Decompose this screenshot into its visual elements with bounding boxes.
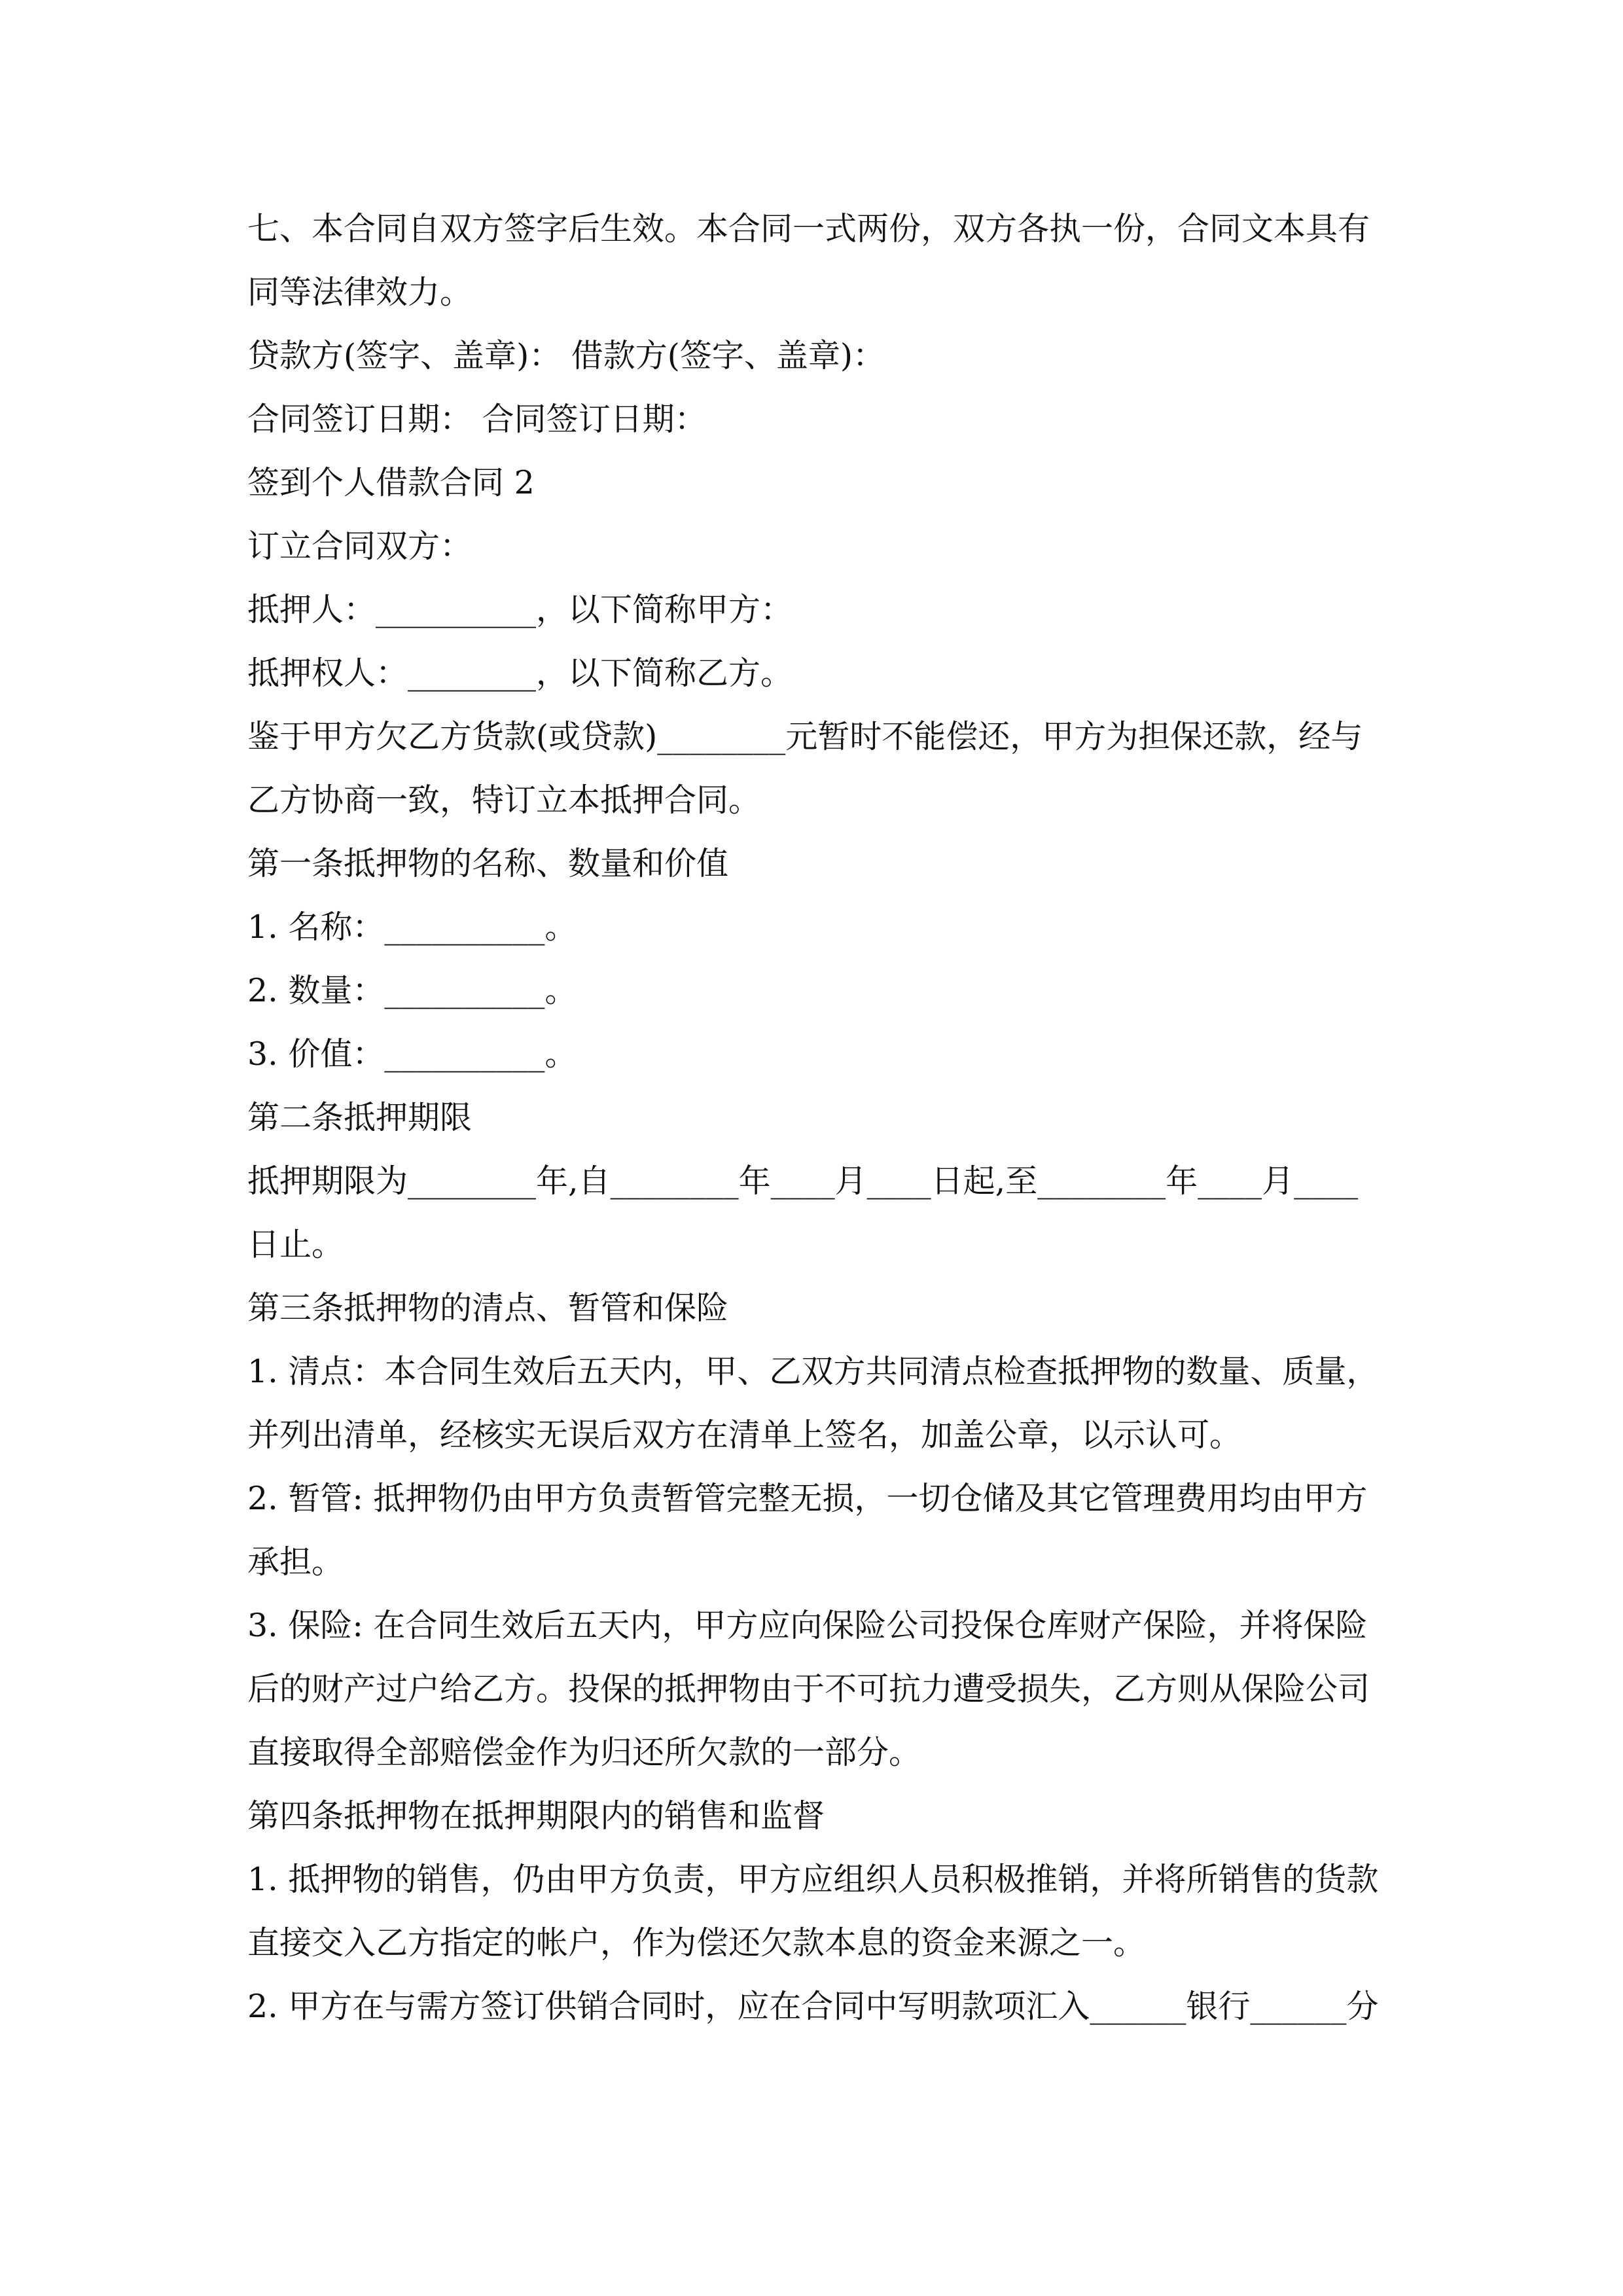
article-4-heading: 第四条抵押物在抵押期限内的销售和监督 bbox=[247, 1797, 825, 1835]
article-3-item-2-line-1: 2. 暂管: 抵押物仍由甲方负责暂管完整无损，一切仓储及其它管理费用均由甲方 bbox=[247, 1480, 1368, 1517]
clause-7-line-1: 七、本合同自双方签字后生效。本合同一式两份，双方各执一份，合同文本具有 bbox=[247, 210, 1370, 247]
contract-2-title: 签到个人借款合同 2 bbox=[247, 464, 535, 501]
article-2-term-line-2: 日止。 bbox=[247, 1226, 344, 1263]
article-3-item-1-line-1: 1. 清点：本合同生效后五天内，甲、乙双方共同清点检查抵押物的数量、质量， bbox=[247, 1353, 1379, 1390]
article-3-item-3-line-1: 3. 保险: 在合同生效后五天内，甲方应向保险公司投保仓库财产保险，并将保险 bbox=[247, 1607, 1368, 1644]
article-3-item-2-line-2: 承担。 bbox=[247, 1543, 344, 1581]
article-1-item-quantity: 2. 数量：__________。 bbox=[247, 972, 577, 1009]
parties-heading: 订立合同双方： bbox=[247, 528, 473, 565]
article-3-item-3-line-3: 直接取得全部赔偿金作为归还所欠款的一部分。 bbox=[247, 1734, 921, 1771]
article-3-heading: 第三条抵押物的清点、暂管和保险 bbox=[247, 1289, 729, 1327]
signing-date-line: 合同签订日期： 合同签订日期： bbox=[247, 401, 707, 438]
preamble-line-1: 鉴于甲方欠乙方货款(或贷款)________元暂时不能偿还，甲方为担保还款，经与 bbox=[247, 718, 1363, 755]
clause-7-line-2: 同等法律效力。 bbox=[247, 274, 473, 311]
signature-parties-line: 贷款方(签字、盖章)： 借款方(签字、盖章)： bbox=[247, 337, 885, 374]
article-2-term-line-1: 抵押期限为________年,自________年____月____日起,至________年____月____ bbox=[247, 1162, 1359, 1200]
preamble-line-2: 乙方协商一致，特订立本抵押合同。 bbox=[247, 781, 761, 819]
article-1-item-value: 3. 价值：__________。 bbox=[247, 1035, 577, 1073]
mortgagor-line: 抵押人：__________，以下简称甲方： bbox=[247, 591, 793, 628]
article-2-heading: 第二条抵押期限 bbox=[247, 1099, 473, 1136]
article-1-heading: 第一条抵押物的名称、数量和价值 bbox=[247, 845, 729, 882]
article-4-item-1-line-2: 直接交入乙方指定的帐户，作为偿还欠款本息的资金来源之一。 bbox=[247, 1924, 1146, 1962]
mortgagee-line: 抵押权人：________，以下简称乙方。 bbox=[247, 655, 793, 692]
article-4-item-2-line-1: 2. 甲方在与需方签订供销合同时，应在合同中写明款项汇入______银行______分 bbox=[247, 1988, 1379, 2025]
article-4-item-1-line-1: 1. 抵押物的销售，仍由甲方负责，甲方应组织人员积极推销，并将所销售的货款 bbox=[247, 1861, 1379, 1898]
article-1-item-name: 1. 名称：__________。 bbox=[247, 908, 577, 946]
article-3-item-1-line-2: 并列出清单，经核实无误后双方在清单上签名，加盖公章，以示认可。 bbox=[247, 1416, 1242, 1454]
article-3-item-3-line-2: 后的财产过户给乙方。投保的抵押物由于不可抗力遭受损失，乙方则从保险公司 bbox=[247, 1670, 1370, 1708]
